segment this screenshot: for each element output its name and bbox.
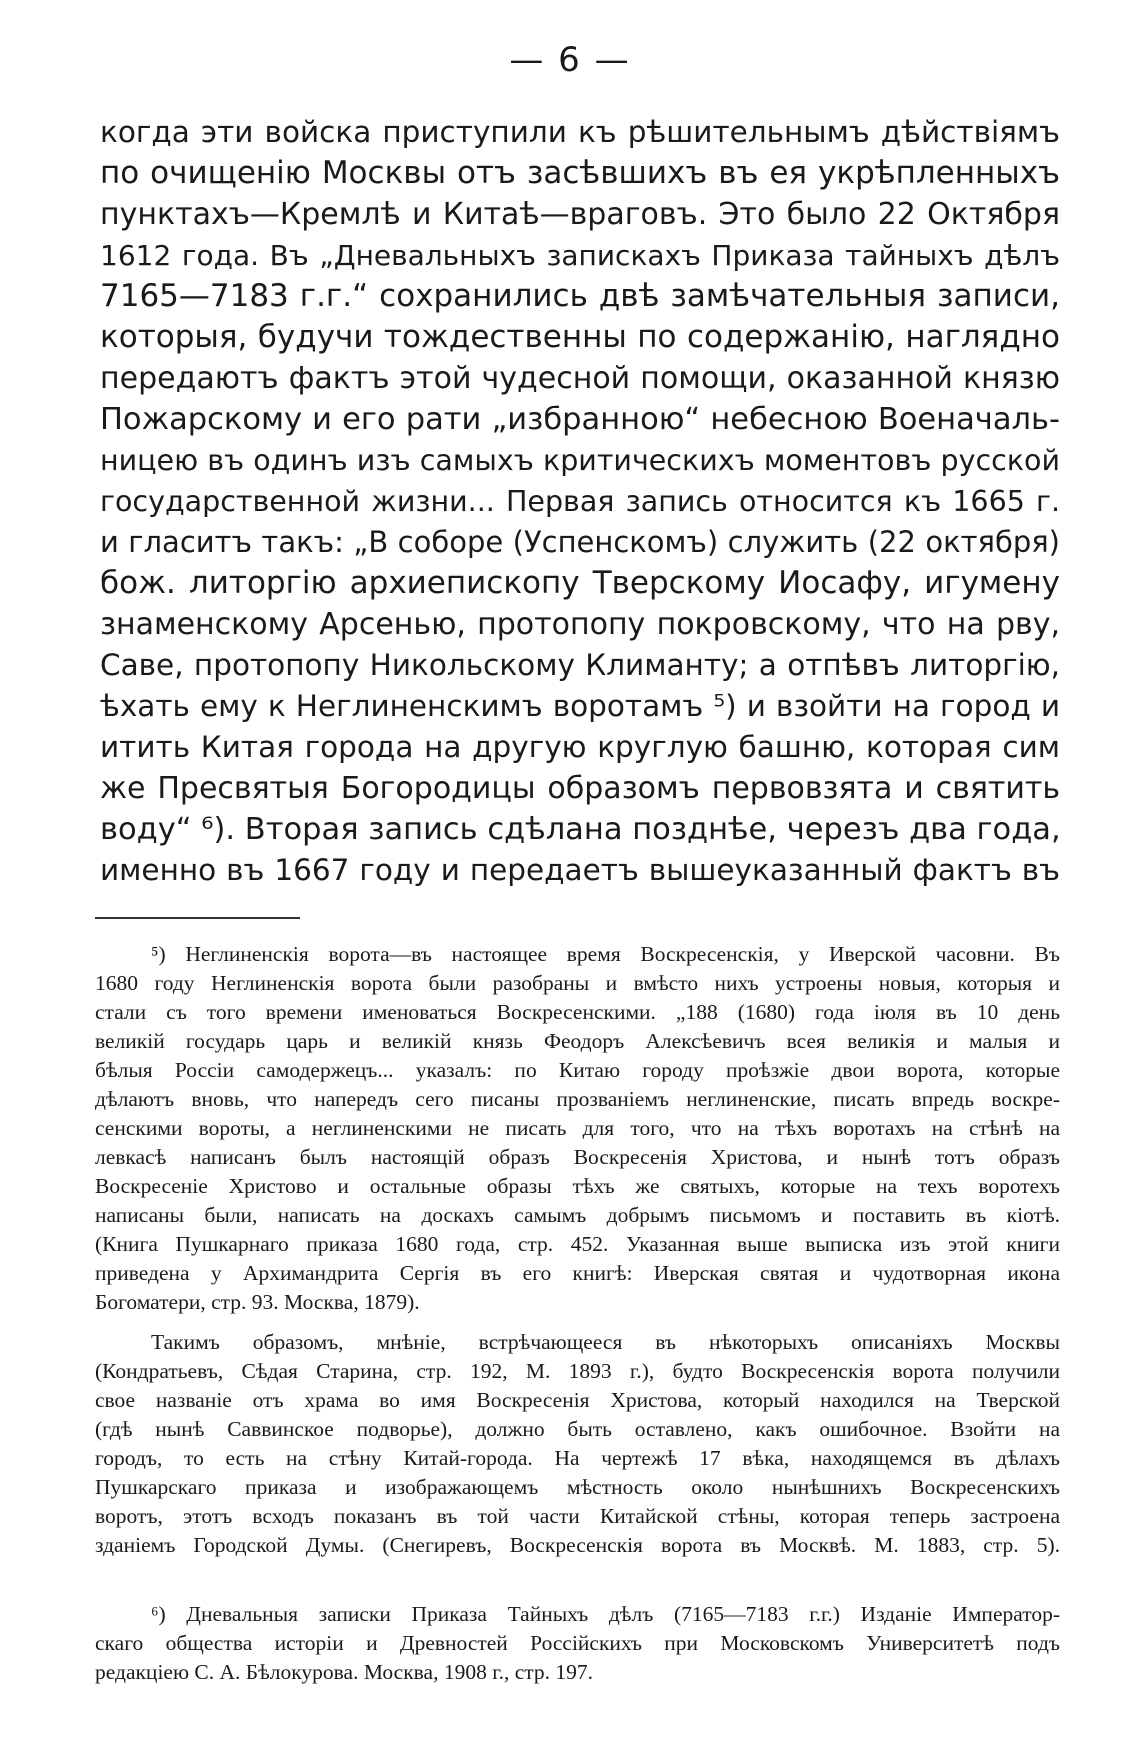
main-text xyxy=(100,112,1060,891)
footnote-line: зданiемъ Городской Думы. (Снегиревъ, Воскресенскiя ворота въ Москвѣ. М. 1883, стр. 5). xyxy=(95,1533,1060,1557)
main-line: же Пресвятыя Богородицы образомъ первовзята и святить xyxy=(100,771,1060,806)
footnote-line: редакцiею С. А. Бѣлокурова. Москва, 1908 г., стр. 197. xyxy=(95,1660,594,1684)
main-line: государственной жизни... Первая запись относится къ 1665 г. xyxy=(100,485,1060,518)
main-line: бож. литоргiю архиепископу Тверскому Иосафу, игумену xyxy=(100,565,1060,601)
main-line: передаютъ фактъ этой чудесной помощи, оказанной князю xyxy=(100,361,1060,396)
footnote-line: приведена у Архимандрита Сергiя въ его книгѣ: Иверская святая и чудотворная икона xyxy=(95,1261,1060,1285)
footnote-line: Такимъ образомъ, мнѣнiе, встрѣчающееся въ нѣкоторыхъ описанiяхъ Москвы xyxy=(151,1330,1060,1354)
footnote-line: (Кондратьевъ, Сѣдая Старина, стр. 192, М. 1893 г.), будто Воскресенскiя ворота получили xyxy=(95,1359,1060,1383)
footnote-6 xyxy=(95,1600,1060,1687)
footnote-line: сенскими вороты, а неглиненскими не писать для того, что на тѣхъ воротахъ на стѣнѣ на xyxy=(95,1116,1060,1140)
main-line: пунктахъ—Кремлѣ и Китаѣ—враговъ. Это было 22 Октября xyxy=(100,197,1060,232)
main-line: знаменскому Арсенью, протопопу покровскому, что на рву, xyxy=(100,607,1060,642)
footnote-line: написаны были, написать на доскахъ самымъ добрымъ письмомъ и поставить въ кiотѣ. xyxy=(95,1203,1060,1227)
footnote-line: великiй государь царь и великiй князь Феодоръ Алексѣевичъ всея великiя и малыя и xyxy=(95,1029,1060,1053)
main-line: воду“ ⁶). Вторая запись сдѣлана позднѣе, черезъ два года, xyxy=(100,812,1061,847)
footnote-5 xyxy=(95,940,1060,1317)
footnote-line: свое названiе отъ храма во имя Воскресенiя Христова, который находился на Тверской xyxy=(95,1388,1060,1412)
footnote-line: стали съ того времени именоваться Воскресенскими. „188 (1680) года iюля въ 10 день xyxy=(95,1000,1060,1024)
footnote-line: воротъ, этотъ всходъ показанъ въ той части Китайской стѣны, которая теперь застроена xyxy=(95,1504,1060,1528)
footnote-line: бѣлыя Россiи самодержецъ... указалъ: по Китаю городу проѣзжiе двои ворота, которые xyxy=(95,1058,1060,1082)
footnote-line: дѣлаютъ вновь, что напередъ сего писаны прозванiемъ неглиненские, писать впредь воскре- xyxy=(95,1087,1060,1111)
footnote-line: (Книга Пушкарнаго приказа 1680 года, стр. 452. Указанная выше выписка изъ этой книги xyxy=(95,1232,1060,1256)
main-line: когда эти войска приступили къ рѣшительнымъ дѣйствiямъ xyxy=(100,115,1060,149)
footnote-line: Воскресенiе Христово и остальные образы тѣхъ же святыхъ, которые на техъ воротехъ xyxy=(95,1174,1060,1198)
main-line: Пожарскому и его рати „избранною“ небесною Военачаль- xyxy=(100,402,1060,437)
footnote-line: 1680 году Неглиненскiя ворота были разобраны и вмѣсто нихъ устроены новыя, которыя и xyxy=(95,971,1060,995)
footnote-line: городъ, то есть на стѣну Китай-города. На чертежѣ 17 вѣка, находящемся въ дѣлахъ xyxy=(95,1446,1060,1470)
footnote-line: ⁶) Дневальныя записки Приказа Тайныхъ дѣлъ (7165—7183 г.г.) Изданiе Император- xyxy=(151,1602,1060,1626)
footnote-line: Пушкарскаго приказа и изображающемъ мѣстность около нынѣшнихъ Воскресенскихъ xyxy=(95,1475,1060,1499)
main-line: ѣхать ему к Неглиненскимъ воротамъ ⁵) и взойти на город и xyxy=(100,689,1060,723)
main-line: 1612 года. Въ „Дневальныхъ запискахъ Приказа тайныхъ дѣлъ xyxy=(100,239,1060,272)
main-line: итить Китая города на другую круглую башню, которая сим xyxy=(100,730,1060,764)
footnote-5-continuation xyxy=(95,1328,1060,1560)
footnote-divider xyxy=(95,917,300,919)
main-line: 7165—7183 г.г.“ сохранились двѣ замѣчательныя записи, xyxy=(100,278,1060,314)
page-number: — 6 — xyxy=(509,40,631,80)
footnote-line: Богоматери, стр. 93. Москва, 1879). xyxy=(95,1290,420,1314)
main-line: ницею въ одинъ изъ самыхъ критическихъ моментовъ русской xyxy=(100,444,1060,477)
footnote-line: левкасѣ написанъ былъ настоящiй образъ Воскресенiя Христова, и нынѣ тотъ образъ xyxy=(95,1145,1060,1169)
footnote-line: (гдѣ нынѣ Саввинское подворье), должно быть оставлено, какъ ошибочное. Взойти на xyxy=(95,1417,1060,1441)
main-line: которыя, будучи тождественны по содержанiю, наглядно xyxy=(100,319,1060,355)
footnote-line: ⁵) Неглиненскiя ворота—въ настоящее время Воскресенскiя, у Иверской часовни. Въ xyxy=(151,942,1060,966)
main-line: именно въ 1667 году и передаетъ вышеуказанный фактъ въ xyxy=(100,853,1060,887)
main-line: и гласитъ такъ: „В соборе (Успенскомъ) служить (22 октября) xyxy=(100,525,1060,559)
main-line: по очищенiю Москвы отъ засѣвшихъ въ ея укрѣпленныхъ xyxy=(100,155,1060,191)
main-line: Саве, протопопу Никольскому Климанту; а отпѣвъ литоргiю, xyxy=(100,648,1060,682)
footnote-line: скаго общества исторiи и Древностей Россiйскихъ при Московскомъ Университетѣ подъ xyxy=(95,1631,1060,1655)
